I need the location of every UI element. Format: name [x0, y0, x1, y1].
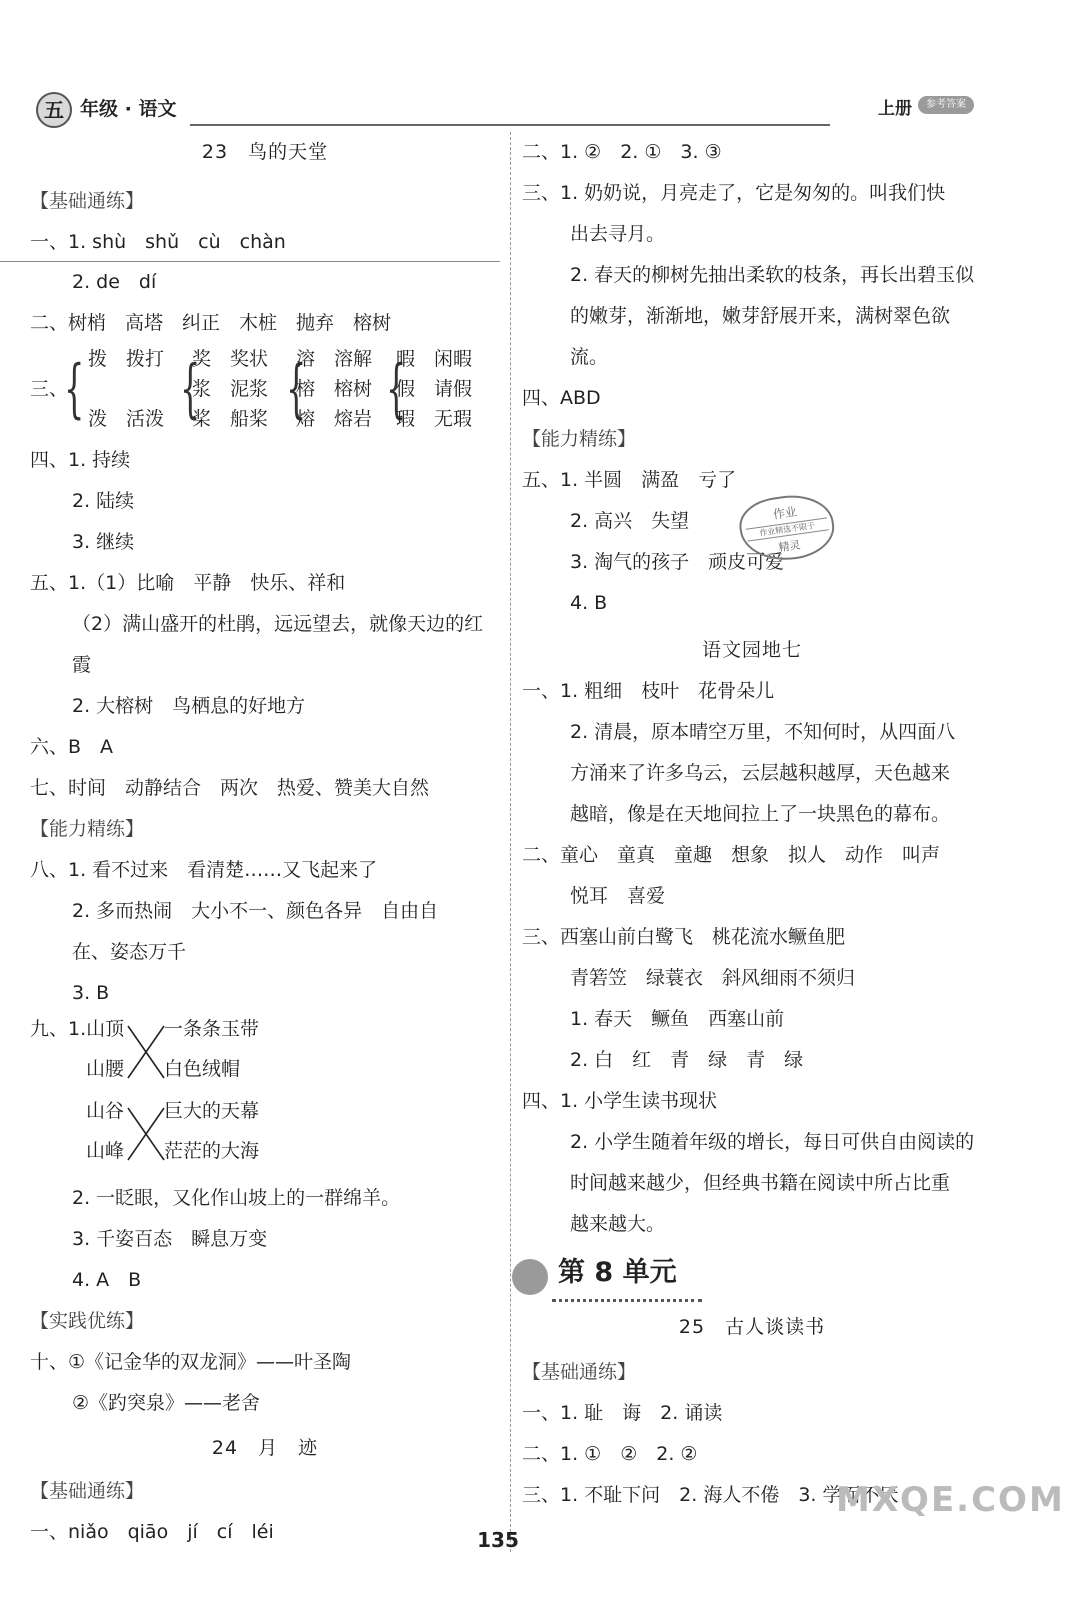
answer-line: 一、niǎo qiāo jí cí léi — [30, 1521, 274, 1543]
answer-line: （2）满山盛开的杜鹃，远远望去，就像天边的红 — [72, 613, 484, 635]
section-label-ability: 【能力精练】 — [522, 428, 637, 450]
answer-line: 3. B — [72, 982, 110, 1004]
match-right-item: 白色绒帽 — [164, 1058, 241, 1080]
brace-icon: { — [386, 352, 407, 426]
answer-line: 2. 小学生随着年级的增长，每日可供自由阅读的 — [570, 1131, 975, 1153]
answer-line: 五、1. 半圆 满盈 亏了 — [522, 469, 737, 491]
unit-title: 第 8 单元 — [558, 1257, 677, 1288]
volume-label: 上册 — [878, 99, 912, 119]
answer-line: 二、树梢 高塔 纠正 木桩 抛弃 榕树 — [30, 312, 392, 334]
answer-line: 一、1. 耻 诲 2. 诵读 — [522, 1402, 723, 1424]
answer-badge: 参考答案 — [918, 96, 974, 114]
answer-line: 三、1. 奶奶说，月亮走了，它是匆匆的。叫我们快 — [522, 182, 946, 204]
answer-line: 3. 淘气的孩子 顽皮可爱 — [570, 551, 785, 573]
match-cross-lines — [126, 1020, 166, 1084]
answer-line: 七、时间 动静结合 两次 热爱、赞美大自然 — [30, 777, 430, 799]
character-groups — [30, 344, 500, 440]
stamp-icon: 作业 作业精选不限于 精灵 — [736, 490, 838, 566]
answer-line: 四、1. 持续 — [30, 449, 131, 471]
section-label-ability: 【能力精练】 — [30, 818, 145, 840]
answer-line: 方涌来了许多乌云，云层越积越厚，天色越来 — [570, 762, 951, 784]
answer-line: 三、西塞山前白鹭飞 桃花流水鳜鱼肥 — [522, 926, 846, 948]
brace-icon: { — [64, 352, 85, 426]
answer-line: 3. 继续 — [72, 531, 135, 553]
answer-line: 四、1. 小学生读书现状 — [522, 1090, 718, 1112]
grade-badge: 五 — [36, 92, 72, 128]
unit-heading — [522, 1249, 982, 1307]
character-group: 奖 奖状 浆 泥浆 桨 船桨 — [192, 348, 269, 430]
page-header — [0, 0, 996, 128]
answer-line: 六、B A — [30, 736, 114, 758]
answer-line: ②《趵突泉》——老舍 — [72, 1392, 261, 1414]
section-label-basic: 【基础通练】 — [30, 190, 145, 212]
character-group: 拨 拨打 泼 活泼 — [88, 348, 165, 430]
answer-line: 出去寻月。 — [570, 223, 666, 245]
section-label-basic: 【基础通练】 — [30, 1480, 145, 1502]
answer-line: 2. 大榕树 鸟栖息的好地方 — [72, 695, 306, 717]
answer-line: 越暗，像是在天地间拉上了一块黑色的幕布。 — [570, 803, 951, 825]
page-number: 135 — [477, 1528, 519, 1552]
answer-line: 流。 — [570, 346, 609, 368]
question-number: 九、1. — [30, 1018, 87, 1040]
column-divider — [510, 132, 512, 1552]
answer-line: 2. de dí — [72, 271, 157, 293]
watermark: MXQE.COM — [836, 1480, 1065, 1520]
answer-line: 3. 千姿百态 瞬息万变 — [72, 1228, 268, 1250]
answer-line: 4. B — [570, 592, 608, 614]
answer-line: 2. 白 红 青 绿 青 绿 — [570, 1049, 804, 1071]
section-label-practice: 【实践优练】 — [30, 1310, 145, 1332]
answer-line: 越来越大。 — [570, 1213, 666, 1235]
answer-line: 在、姿态万千 — [72, 941, 187, 963]
answer-line: 二、1. ① ② 2. ② — [522, 1443, 698, 1465]
lesson-23-title: 23 鸟的天堂 — [201, 141, 329, 163]
answer-line: 2. 清晨，原本晴空万里，不知何时，从四面八 — [570, 721, 956, 743]
match-left-item: 山顶 — [86, 1018, 125, 1040]
match-left-item: 山峰 — [86, 1140, 125, 1162]
match-right-item: 一条条玉带 — [164, 1018, 260, 1040]
answer-line: 2. 春天的柳树先抽出柔软的枝条，再长出碧玉似 — [570, 264, 975, 286]
answer-line: 二、1. ② 2. ① 3. ③ — [522, 141, 722, 163]
lesson-24-title: 24 月 迹 — [211, 1437, 319, 1459]
match-left-item: 山谷 — [86, 1100, 125, 1122]
header-rule — [190, 124, 830, 126]
answer-line: 五、1.（1）比喻 平静 快乐、祥和 — [30, 572, 346, 594]
left-column — [30, 132, 500, 1553]
unit-underline — [552, 1299, 702, 1302]
question-number: 三、 — [30, 378, 69, 400]
answer-line: 4. A B — [72, 1269, 142, 1291]
answer-line: 1. 春天 鳜鱼 西塞山前 — [570, 1008, 785, 1030]
character-group: 溶 溶解 榕 榕树 熔 熔岩 — [296, 348, 373, 430]
right-column — [522, 132, 982, 1516]
lesson-25-title: 25 古人谈读书 — [678, 1316, 826, 1338]
brace-icon: { — [180, 352, 201, 426]
answer-line: 2. 一眨眼，又化作山坡上的一群绵羊。 — [72, 1187, 401, 1209]
answer-line: 青箬笠 绿蓑衣 斜风细雨不须归 — [570, 967, 856, 989]
unit-circle-icon — [512, 1259, 548, 1295]
answer-line: 2. 高兴 失望 — [570, 510, 690, 532]
match-right-item: 茫茫的大海 — [164, 1140, 260, 1162]
brace-icon: { — [286, 352, 307, 426]
answer-line: 二、童心 童真 童趣 想象 拟人 动作 叫声 — [522, 844, 941, 866]
match-left-item: 山腰 — [86, 1058, 125, 1080]
answer-line: 八、1. 看不过来 看清楚……又飞起来了 — [30, 859, 378, 881]
answer-line: 的嫩芽，渐渐地，嫩芽舒展开来，满树翠色欲 — [570, 305, 951, 327]
answer-line: 2. 多而热闹 大小不一、颜色各异 自由自 — [72, 900, 439, 922]
section-title-yuwen-yuandi: 语文园地七 — [701, 639, 802, 661]
matching-exercise — [30, 1014, 500, 1096]
grade-subject-label: 年级 · 语文 — [80, 98, 177, 120]
matching-exercise — [30, 1096, 500, 1178]
answer-line: 四、ABD — [522, 387, 601, 409]
answer-line: 悦耳 喜爱 — [570, 885, 666, 907]
character-group: 暇 闲暇 假 请假 瑕 无瑕 — [396, 348, 473, 430]
answer-line: 三、1. 不耻下问 2. 海人不倦 3. 学而不厌 — [522, 1484, 899, 1506]
match-right-item: 巨大的天幕 — [164, 1100, 260, 1122]
answer-line: 时间越来越少，但经典书籍在阅读中所占比重 — [570, 1172, 951, 1194]
answer-line: 霞 — [72, 654, 92, 676]
match-cross-lines — [126, 1102, 166, 1166]
answer-line: 一、1. shù shǔ cù chàn — [30, 231, 286, 253]
answer-line: 2. 陆续 — [72, 490, 135, 512]
section-label-basic: 【基础通练】 — [522, 1361, 637, 1383]
answer-line: 一、1. 粗细 枝叶 花骨朵儿 — [522, 680, 775, 702]
answer-line: 十、①《记金华的双龙洞》——叶圣陶 — [30, 1351, 352, 1373]
